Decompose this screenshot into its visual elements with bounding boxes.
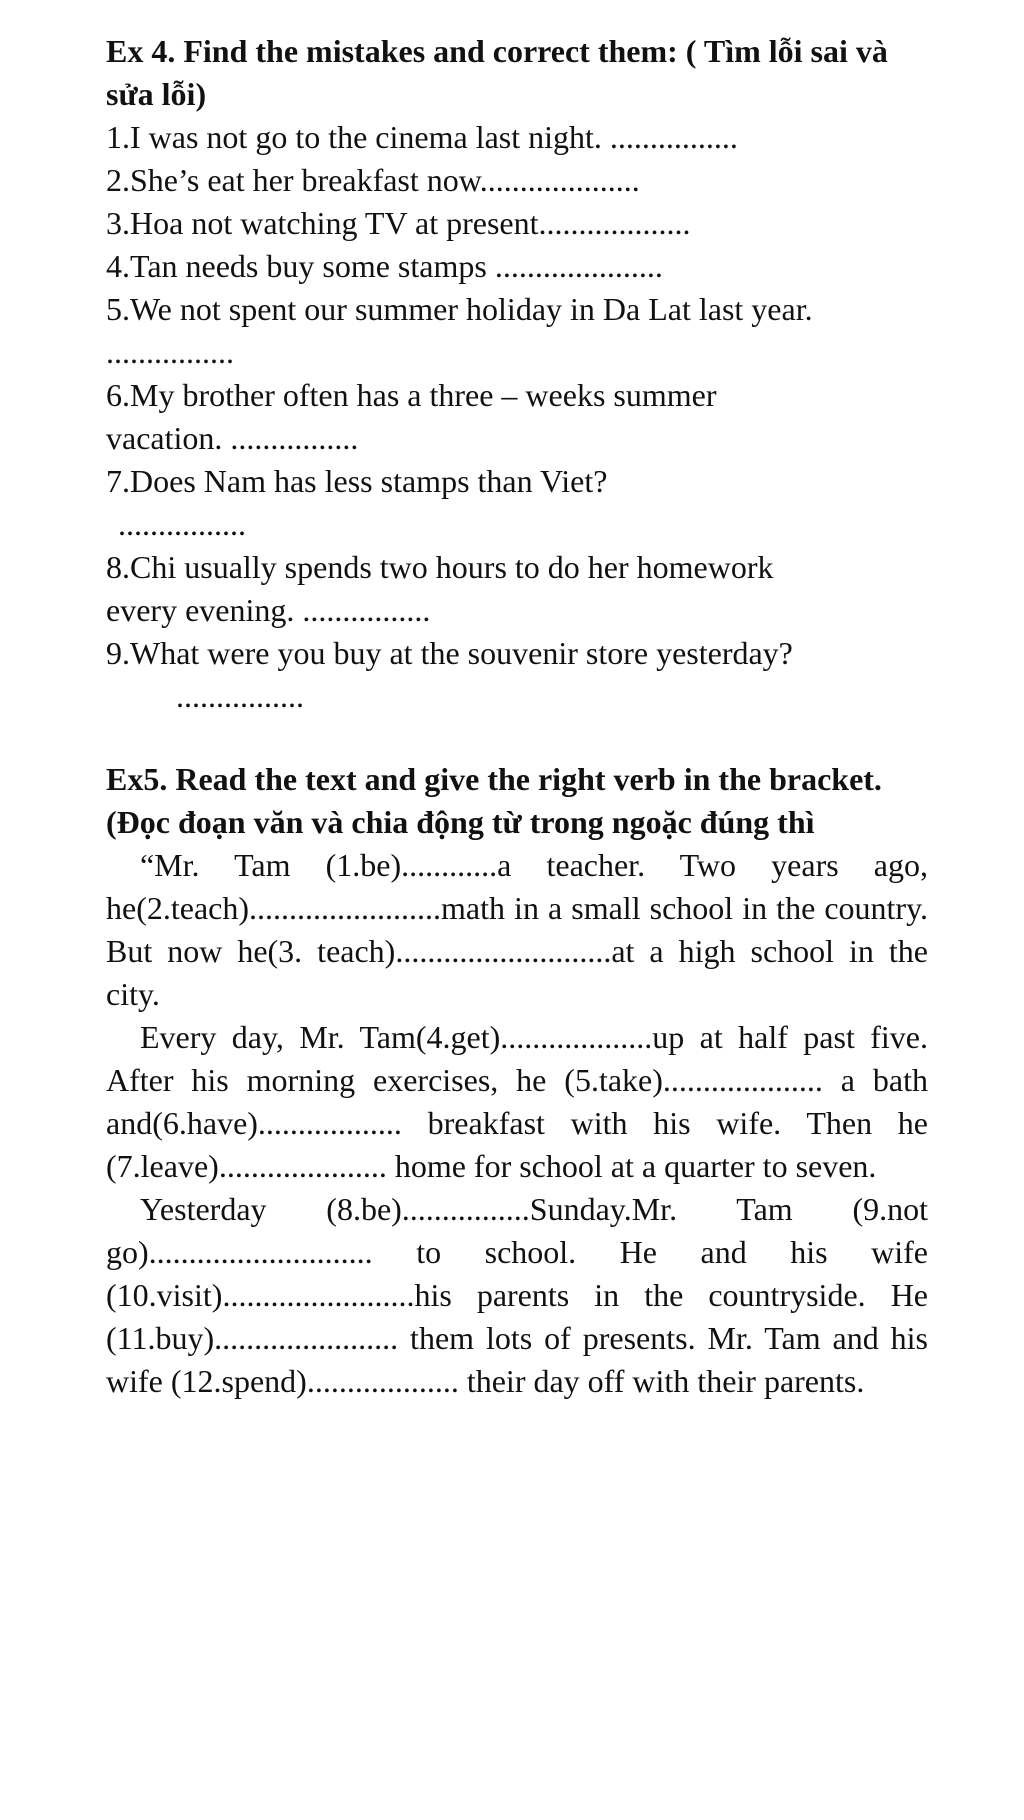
ex4-sentence-4: 4.Tan needs buy some stamps ..................... (106, 248, 663, 284)
ex4-sentence-5: 5.We not spent our summer holiday in Da Lat last year. (106, 291, 813, 327)
ex4-sentence-9: 9.What were you buy at the souvenir store yesterday? (106, 635, 793, 671)
ex4-sentence-7: 7.Does Nam has less stamps than Viet? (106, 463, 608, 499)
section-spacer (106, 718, 928, 758)
ex5-heading: Ex5. Read the text and give the right verb in the bracket.(Đọc đoạn văn và chia động từ trong ngoặc đúng thì (106, 761, 882, 840)
ex4-sentence-8-cont: every evening. ................ (106, 592, 431, 628)
ex4-sentence-2: 2.She’s eat her breakfast now.................... (106, 162, 640, 198)
ex4-sentence-list (106, 116, 928, 718)
ex4-sentence-1: 1.I was not go to the cinema last night. ................ (106, 119, 738, 155)
ex4-sentence-7-blank: ................ (118, 506, 246, 542)
ex5-paragraph-1: “Mr. Tam (1.be)............a teacher. Two years ago, he(2.teach)........................math in a small school in the country. But now he(3. teach)...........................at a high school in the city. (106, 847, 928, 1012)
ex4-sentence-5-blank: ................ (106, 334, 234, 370)
ex5-paragraph-2: Every day, Mr. Tam(4.get)...................up at half past five. After his morning exercises, he (5.take).................... a bath and(6.have).................. breakfast with his wife. Then he (7.leave)..................... home for school at a quarter to seven. (106, 1019, 928, 1184)
ex4-sentence-6: 6.My brother often has a three – weeks summer (106, 377, 717, 413)
ex4-sentence-6-cont: vacation. ................ (106, 420, 359, 456)
ex5-paragraph-3: Yesterday (8.be)................Sunday.Mr. Tam (9.not go)............................ to school. He and his wife (10.visit)........................his parents in the countryside. He (11.buy)....................... them lots of presents. Mr. Tam and his wife (12.spend)................... their day off with their parents. (106, 1191, 928, 1399)
worksheet-page (106, 30, 928, 1403)
ex4-sentence-9-blank: ................ (176, 678, 304, 714)
ex4-sentence-3: 3.Hoa not watching TV at present................... (106, 205, 691, 241)
ex4-heading: Ex 4. Find the mistakes and correct them: ( Tìm lỗi sai và sửa lỗi) (106, 33, 888, 112)
ex4-sentence-8: 8.Chi usually spends two hours to do her homework (106, 549, 774, 585)
ex5-passage (106, 844, 928, 1403)
